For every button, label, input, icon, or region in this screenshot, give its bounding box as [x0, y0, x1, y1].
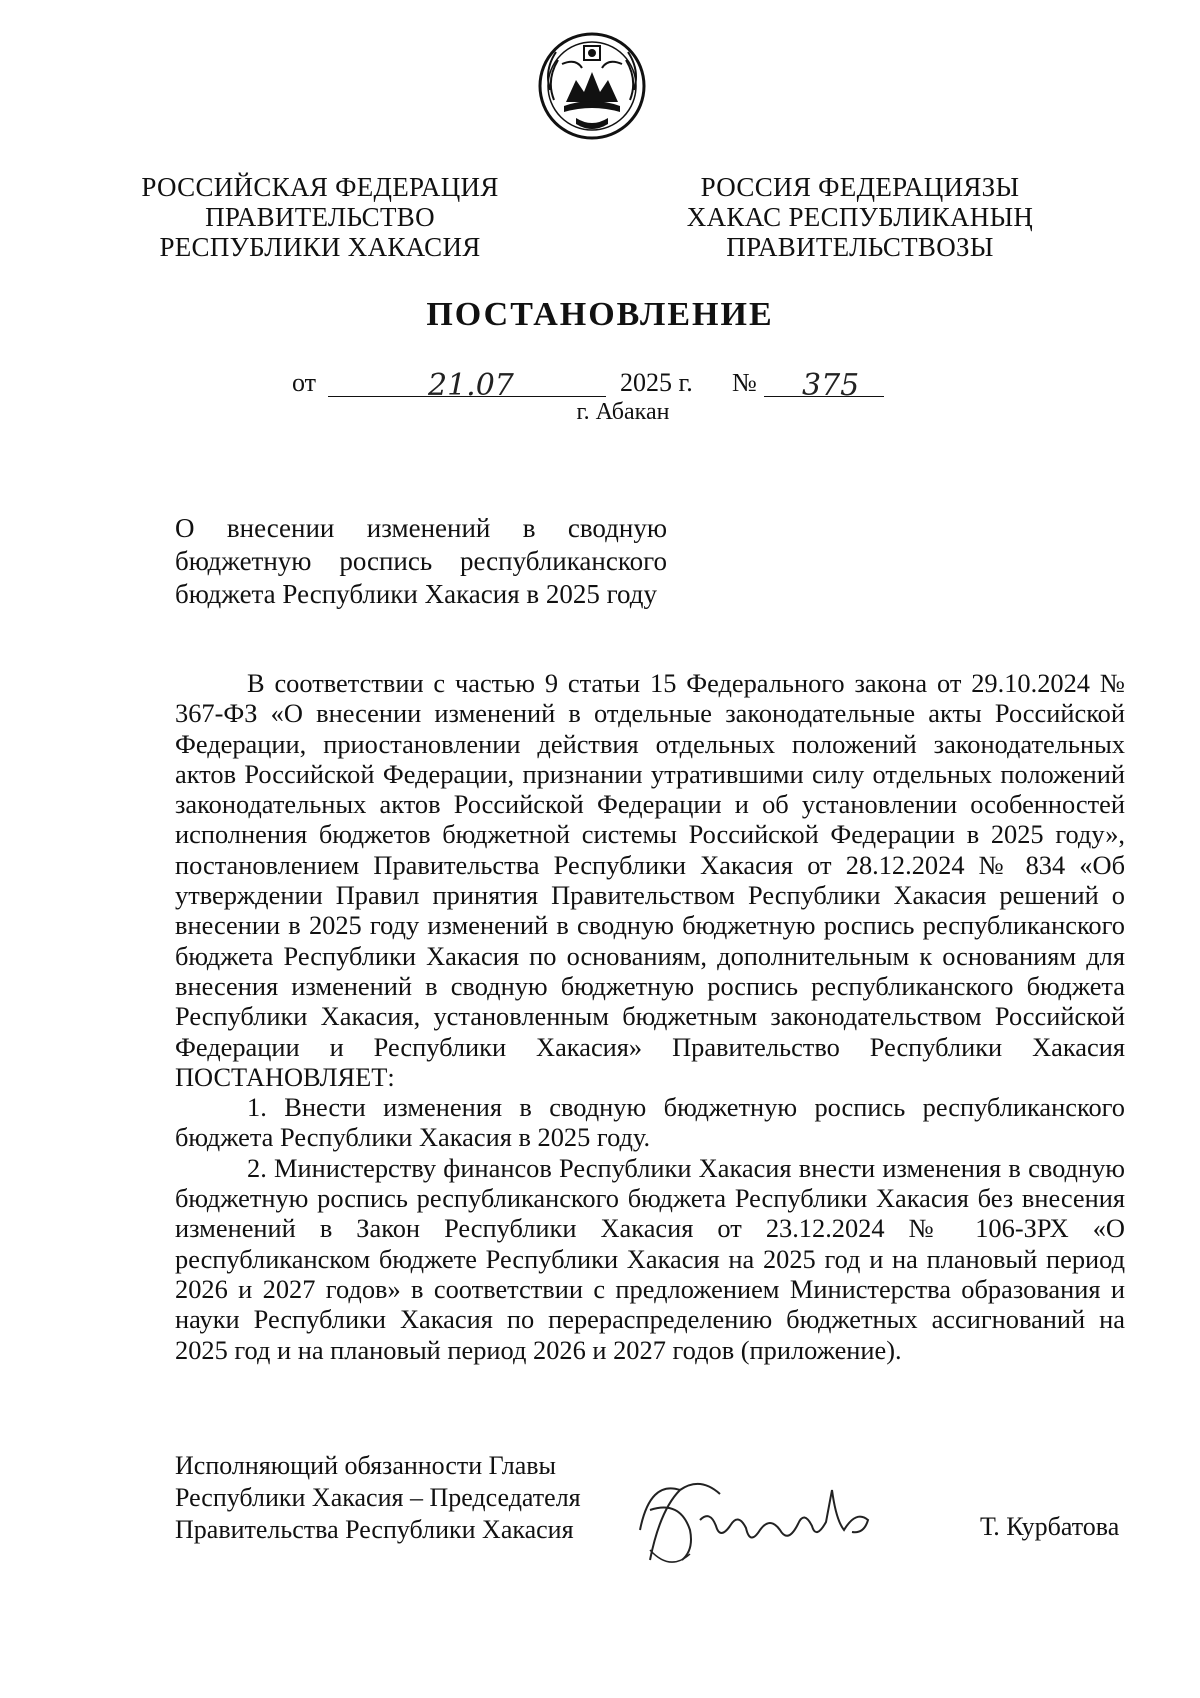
signatory-name: Т. Курбатова [980, 1512, 1120, 1541]
position-line3: Правительства Республики Хакасия [175, 1515, 574, 1544]
document-subject [175, 512, 667, 611]
number-label: № [732, 368, 757, 397]
signatory-position [175, 1450, 581, 1546]
document-body [175, 668, 1125, 1365]
document-title: ПОСТАНОВЛЕНИЕ [426, 296, 774, 333]
header-left-line1: РОССИЙСКАЯ ФЕДЕРАЦИЯ [141, 172, 499, 202]
header-left [140, 172, 500, 262]
header-right [680, 172, 1040, 262]
city-label: г. Абакан [576, 399, 670, 425]
coat-of-arms-emblem [536, 30, 648, 142]
date-from-label: от [292, 368, 317, 397]
date-handwritten: 21.07 [428, 368, 514, 403]
header-left-line2: ПРАВИТЕЛЬСТВО [205, 202, 435, 232]
body-item-2: 2. Министерству финансов Республики Хакасия внести изменения в сводную бюджетную роспись республиканского бюджета Республики Хакасия без внесения изменений в Закон Республики Хакасия от 23.12.2024 № 106-ЗРХ «О республиканском бюджете Республики Хакасия на 2025 год и на плановый период 2026 и 2027 годов» в соответствии с предложением Министерства образования и науки Республики Хакасия по перераспределению бюджетных ассигнований на 2025 год и на плановый период 2026 и 2027 годов (приложение). [175, 1152, 1125, 1365]
position-line2: Республики Хакасия – Председателя [175, 1483, 581, 1512]
date-number-row [292, 362, 912, 403]
header-right-line2: ХАКАС РЕСПУБЛИКАНЫҢ [686, 202, 1034, 232]
body-paragraph-1: В соответствии с частью 9 статьи 15 Федерального закона от 29.10.2024 № 367-ФЗ «О внесении изменений в отдельные законодательные акты Российской Федерации, приостановлении действия отдельных положений законодательных актов Российской Федерации, признании утратившими силу отдельных положений законодательных актов Российской Федерации и об установлении особенностей исполнения бюджетов бюджетной системы Российской Федерации в 2025 году», постановлением Правительства Республики Хакасия от 28.12.2024 № 834 «Об утверждении Правил принятия Правительством Республики Хакасия решений о внесении в 2025 году изменений в сводную бюджетную роспись республиканского бюджета Республики Хакасия по основаниям, дополнительным к основаниям для внесения изменений в сводную бюджетную роспись республиканского бюджета Республики Хакасия, установленным бюджетным законодательством Российской Федерации и Республики Хакасия» Правительство Республики Хакасия ПОСТАНОВЛЯЕТ: [175, 668, 1125, 1092]
subject-text: О внесении изменений в сводную бюджетную роспись республиканского бюджета Республики Хакасия в 2025 году [175, 513, 667, 609]
year-label: 2025 г. [620, 368, 693, 397]
number-handwritten: 375 [802, 368, 860, 403]
header-right-line1: РОССИЯ ФЕДЕРАЦИЯЗЫ [700, 172, 1020, 202]
header-left-line3: РЕСПУБЛИКИ ХАКАСИЯ [159, 232, 481, 262]
handwritten-signature [620, 1450, 900, 1580]
header-right-line3: ПРАВИТЕЛЬСТВОЗЫ [726, 232, 994, 262]
body-item-1: 1. Внести изменения в сводную бюджетную роспись республиканского бюджета Республики Хакасия в 2025 году. [175, 1092, 1125, 1153]
position-line1: Исполняющий обязанности Главы [175, 1451, 556, 1480]
